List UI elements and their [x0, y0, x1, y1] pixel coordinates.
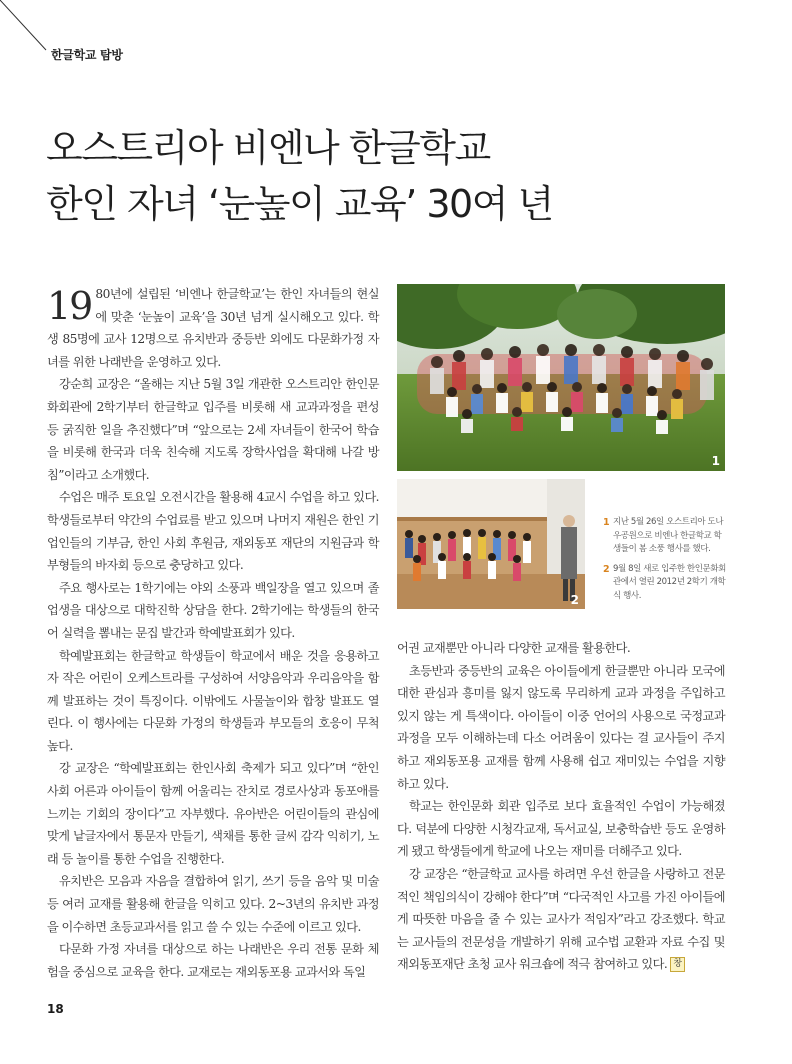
paragraph-5: 학예발표회는 한글학교 학생들이 학교에서 배운 것을 응용하고 자 작은 어린이 오케스트라를 구성하여 서양음악과 우리음악을 함께 발표하는 것이 특징이다. 이밖에도 사물놀이와 합창 발표도 열린다. 이 행사에는 다문화 가정의 학생들과 부모들의 호응이 무척 높다. [47, 648, 379, 753]
paragraph-3: 수업은 매주 토요일 오전시간을 활용해 4교시 수업을 하고 있다. 학생들로부터 약간의 수업료를 받고 있으며 나머지 재원은 한인 기업인들의 기부금, 한인 사회 후원금, 재외동포 재단의 지원금과 학부형들의 바자회 등으로 충당하고 있다. [47, 490, 379, 573]
photo-picnic-group [397, 284, 725, 471]
picnic-photo-image [397, 284, 725, 471]
caption-1 [603, 516, 727, 557]
caption-number-2: 2 [603, 563, 610, 575]
photo-number-1: 1 [711, 454, 720, 468]
page-number: 18 [47, 1002, 64, 1016]
article-column-left [47, 283, 379, 983]
ceremony-photo-image [397, 479, 585, 609]
caption-text-1: 지난 5월 26일 오스트리아 도나우공원으로 비엔나 한글학교 학생들이 봄 소풍 행사를 했다. [613, 517, 724, 554]
paragraph-2: 강순희 교장은 “올해는 지난 5월 3일 개관한 오스트리안 한인문화회관에 2학기부터 한글학교 입주를 비롯해 새 교과과정을 편성 등 굵직한 일을 추진했다”며 “앞으로는 2세 자녀들이 한국어 학습을 비롯해 한국과 더욱 친숙해 지도록 장학사업을 확대해 나갈 방침”이라고 소개했다. [47, 377, 379, 482]
paragraph-10: 초등반과 중등반의 교육은 아이들에게 한글뿐만 아니라 모국에 대한 관심과 흥미를 잃지 않도록 무리하게 교과 과정을 주입하고 있지 않는 게 특색이다. 아이들이 이중 언어의 사용으로 국정교과 과정을 모두 이해하는데 다소 어려움이 있다는 걸 교사들이 주지하고 재외동포용 교재를 함께 사용해 쉽고 재미있는 수업을 지향하고 있다. [397, 663, 725, 791]
caption-number-1: 1 [603, 517, 610, 528]
photo-number-2: 2 [570, 593, 579, 607]
paragraph-7: 유치반은 모음과 자음을 결합하여 읽기, 쓰기 등을 음악 및 미술 등 여러 교재를 활용해 한글을 익히고 있다. 2~3년의 유치반 과정을 이수하면 초등교과서를 읽고 쓸 수 있는 수준에 이르고 있다. [47, 874, 379, 934]
paragraph-12: 강 교장은 “한글학교 교사를 하려면 우선 한글을 사랑하고 전문적인 책임의식이 강해야 한다”며 “다국적인 사고를 가진 아이들에게 따뜻한 마음을 줄 수 있는 교사가 적임자”라고 강조했다. 학교는 교사들의 전문성을 개발하기 위해 교수법 교환과 자료 수집 및 재외동포재단 초청 교사 워크숍에 적극 참여하고 있다. 창 [397, 866, 725, 972]
dropcap: 19 [47, 284, 92, 328]
title-line-2: 한인 자녀 ‘눈높이 교육’ 30여 년 [46, 182, 553, 226]
section-label: 한글학교 탐방 [51, 48, 123, 62]
article-column-right [397, 637, 725, 976]
paragraph-1: 19 80년에 설립된 ‘비엔나 한글학교’는 한인 자녀들의 현실에 맞춘 ‘눈높이 교육’을 30년 넘게 실시해오고 있다. 학생 85명에 교사 12명으로 유치반과 중등반 외에도 다문화가정 자녀를 위한 나래반을 운영하고 있다. [47, 284, 379, 369]
paragraph-8: 다문화 가정 자녀를 대상으로 하는 나래반은 우리 전통 문화 체험을 중심으로 교육을 한다. 교재로는 재외동포용 교과서와 독일 [47, 942, 379, 979]
caption-2 [603, 563, 727, 604]
caption-text-2: 9월 8일 새로 입주한 한인문화회관에서 열린 2012년 2학기 개학식 행사. [613, 563, 726, 601]
paragraph-6: 강 교장은 “학예발표회는 한인사회 축제가 되고 있다”며 “한인사회 어른과 아이들이 함께 어울리는 잔치로 경로사상과 동포애를 느끼는 기회의 장이다”고 자부했다. 유아반은 어린이들의 관심에 맞게 낱글자에서 통문자 만들기, 색채를 통한 글씨 감각 익히기, 노래 등 놀이를 통한 수업을 진행한다. [47, 761, 379, 866]
photo-opening-ceremony [397, 479, 585, 609]
article-title [46, 120, 553, 232]
photo-captions [603, 516, 727, 609]
title-line-1: 오스트리아 비엔나 한글학교 [46, 126, 490, 170]
paragraph-9: 어권 교재뿐만 아니라 다양한 교재를 활용한다. [397, 641, 631, 655]
end-mark-icon: 창 [670, 957, 685, 972]
paragraph-4: 주요 행사로는 1학기에는 야외 소풍과 백일장을 열고 있으며 졸업생을 대상으로 대학진학 상담을 한다. 2학기에는 학생들의 한국어 실력을 뽐내는 문집 발간과 학예발표회가 있다. [47, 580, 379, 640]
paragraph-11: 학교는 한인문화 회관 입주로 보다 효율적인 수업이 가능해졌다. 덕분에 다양한 시청각교재, 독서교실, 보충학습반 등도 운영하게 됐고 학생들에게 학교에 나오는 재미를 더해주고 있다. [397, 799, 725, 859]
